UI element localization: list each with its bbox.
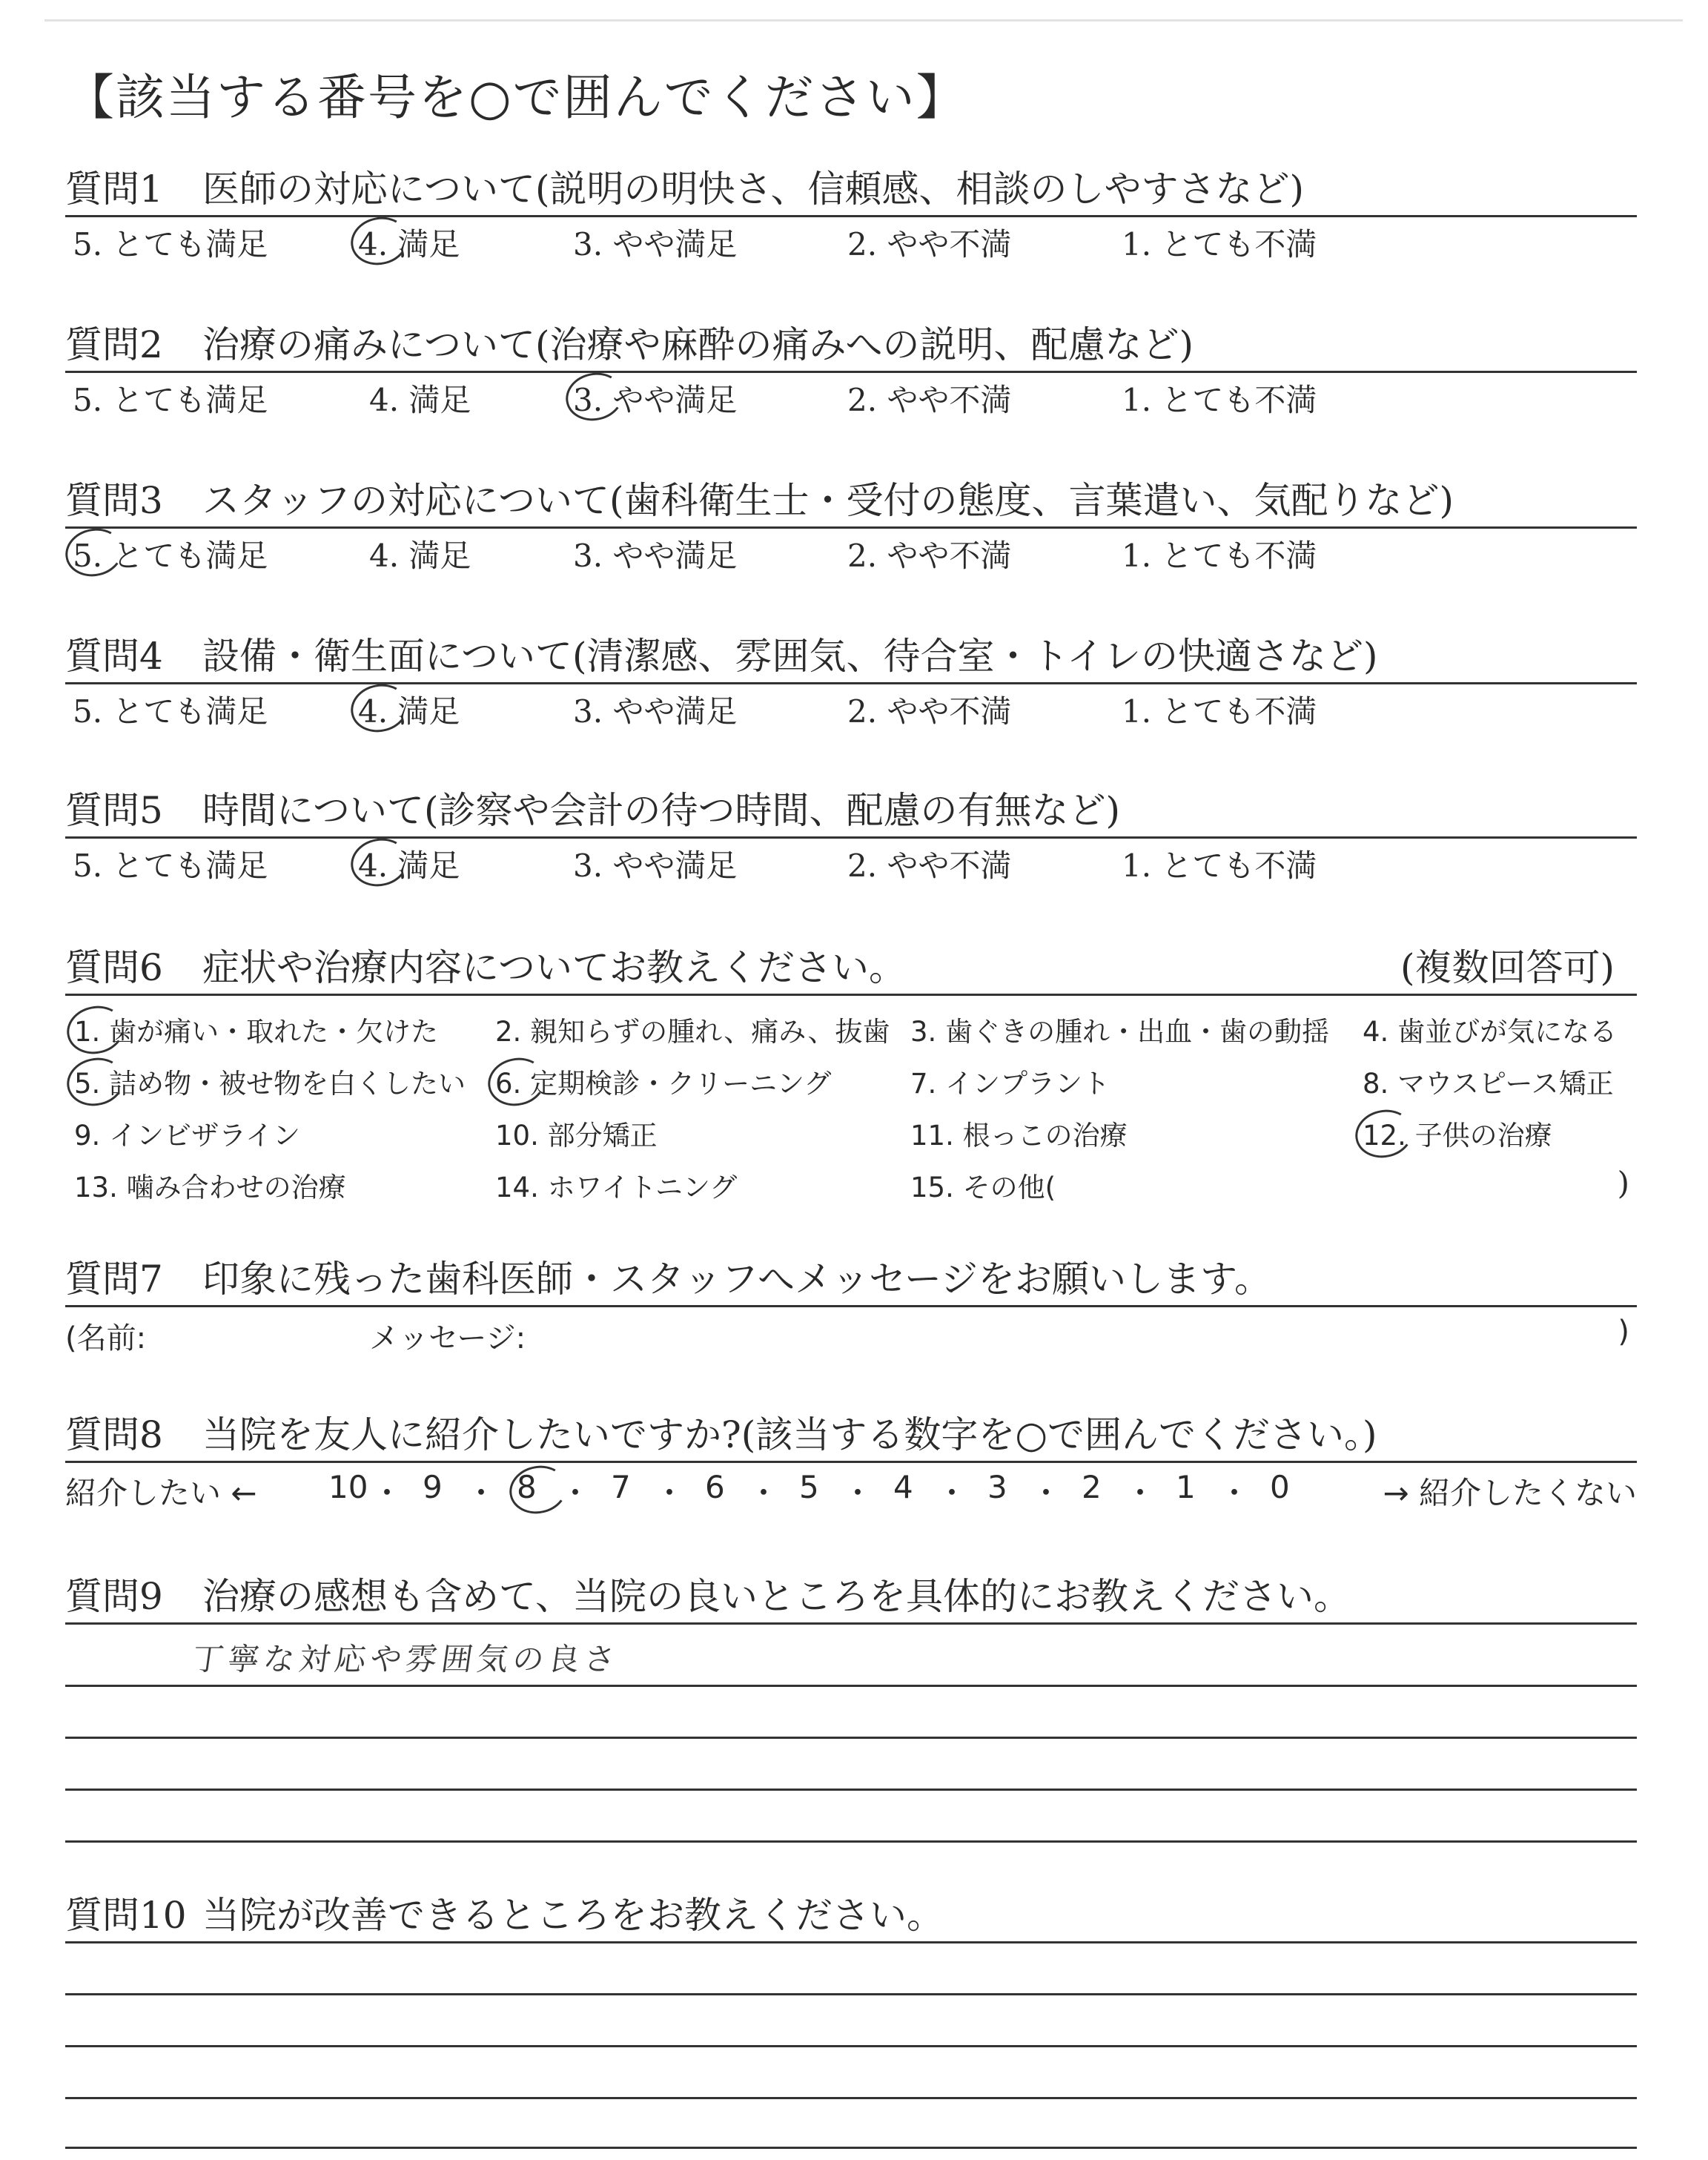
answer-line: [65, 2045, 1637, 2047]
scale-value-0[interactable]: 0: [1270, 1469, 1290, 1505]
question-text: 当院を友人に紹介したいですか?(該当する数字を○で囲んでください。): [202, 1413, 1377, 1456]
option-3[interactable]: 3. やや満足: [573, 226, 738, 262]
symptom-8[interactable]: 8. マウスピース矯正: [1363, 1068, 1614, 1100]
message-row: [65, 1307, 1637, 1355]
question-text: 治療の感想も含めて、当院の良いところを具体的にお教えください。: [202, 1575, 1351, 1618]
symptom-11[interactable]: 11. 根っこの治療: [910, 1120, 1128, 1152]
scale-value-3[interactable]: 3: [987, 1469, 1007, 1505]
symptom-15[interactable]: 15. その他(: [910, 1172, 1056, 1203]
option-4-selected[interactable]: 4. 満足: [358, 842, 460, 886]
scale-separator: ・: [371, 1475, 403, 1511]
question-text: 時間について(診察や会計の待つ時間、配慮の有無など): [202, 789, 1121, 832]
scale-value-7[interactable]: 7: [611, 1469, 631, 1505]
option-5-selected[interactable]: 5. とても満足: [73, 532, 268, 576]
rating-options: [65, 684, 1637, 732]
question-text: 治療の痛みについて(治療や麻酔の痛みへの説明、配慮など): [202, 323, 1194, 366]
option-4-selected[interactable]: 4. 満足: [358, 220, 460, 265]
option-2[interactable]: 2. やや不満: [847, 848, 1012, 884]
scale-value-1[interactable]: 1: [1176, 1469, 1196, 1505]
answer-line: [65, 1840, 1637, 1843]
rating-options: [65, 529, 1637, 576]
question-3: [65, 476, 1637, 576]
symptom-5-selected[interactable]: 5. 詰め物・被せ物を白くしたい: [74, 1061, 466, 1101]
option-5[interactable]: 5. とても満足: [73, 848, 268, 884]
scale-right-label: → 紹介したくない: [1383, 1475, 1637, 1511]
question-text: 医師の対応について(説明の明快さ、信頼感、相談のしやすさなど): [202, 168, 1305, 211]
option-5[interactable]: 5. とても満足: [73, 693, 268, 730]
rating-options: [65, 839, 1637, 886]
scale-separator: ・: [654, 1475, 686, 1511]
scale-value-4[interactable]: 4: [893, 1469, 913, 1505]
symptom-7[interactable]: 7. インプラント: [910, 1068, 1110, 1100]
message-label: メッセージ:: [369, 1321, 526, 1355]
question-5: [65, 786, 1637, 886]
question-number: 質問10: [65, 1894, 187, 1937]
question-number: 質問8: [65, 1413, 163, 1456]
option-3[interactable]: 3. やや満足: [573, 538, 738, 574]
symptom-2[interactable]: 2. 親知らずの腫れ、痛み、抜歯: [495, 1016, 890, 1048]
question-number: 質問9: [65, 1575, 163, 1618]
question-text: 当院が改善できるところをお教えください。: [202, 1894, 944, 1937]
option-1[interactable]: 1. とても不満: [1122, 382, 1317, 418]
answer-line: [65, 2097, 1637, 2099]
scale-separator: ・: [466, 1475, 497, 1511]
question-7: [65, 1255, 1637, 1355]
option-2[interactable]: 2. やや不満: [847, 382, 1012, 418]
question-number: 質問6: [65, 946, 163, 989]
symptom-4[interactable]: 4. 歯並びが気になる: [1363, 1016, 1618, 1048]
symptom-12-selected[interactable]: 12. 子供の治療: [1363, 1113, 1552, 1153]
scale-separator: ・: [842, 1475, 874, 1511]
option-4[interactable]: 4. 満足: [369, 538, 471, 574]
multiple-answer-note: (複数回答可): [1400, 946, 1615, 989]
scale-value-8-selected[interactable]: 8: [517, 1469, 537, 1505]
scale-separator: ・: [1030, 1475, 1062, 1511]
question-number: 質問1: [65, 168, 163, 211]
question-text: 印象に残った歯科医師・スタッフへメッセージをお願いします。: [202, 1258, 1271, 1301]
option-5[interactable]: 5. とても満足: [73, 226, 268, 262]
question-number: 質問2: [65, 323, 163, 366]
page-title: 【該当する番号を○で囲んでください】: [65, 69, 967, 126]
scale-separator: ・: [748, 1475, 780, 1511]
question-number: 質問4: [65, 635, 163, 678]
question-10: [65, 1891, 1637, 1943]
divider: [65, 1622, 1637, 1625]
answer-line: [65, 2147, 1637, 2149]
question-text: スタッフの対応について(歯科衛生士・受付の態度、言葉遣い、気配りなど): [202, 479, 1454, 522]
scale-separator: ・: [1219, 1475, 1251, 1511]
rating-options: [65, 217, 1637, 265]
question-text: 設備・衛生面について(清潔感、雰囲気、待合室・トイレの快適さなど): [202, 635, 1378, 678]
scale-left-label: 紹介したい ←: [65, 1475, 257, 1511]
recommend-scale: [65, 1463, 1637, 1515]
option-1[interactable]: 1. とても不満: [1122, 538, 1317, 574]
answer-line: [65, 1685, 1637, 1687]
scale-value-9[interactable]: 9: [423, 1469, 443, 1505]
question-text: 症状や治療内容についてお教えください。: [202, 946, 906, 989]
answer-line: [65, 1789, 1637, 1791]
option-1[interactable]: 1. とても不満: [1122, 848, 1317, 884]
answer-line: [65, 1737, 1637, 1739]
option-3-selected[interactable]: 3. やや満足: [573, 376, 737, 420]
answer-line: [65, 1993, 1637, 1995]
question-1: [65, 165, 1637, 265]
question-2: [65, 320, 1637, 420]
message-close-paren: ): [1618, 1315, 1629, 1349]
option-3[interactable]: 3. やや満足: [573, 693, 738, 730]
scale-separator: ・: [936, 1475, 968, 1511]
symptom-6-selected[interactable]: 6. 定期検診・クリーニング: [495, 1061, 831, 1101]
symptom-3[interactable]: 3. 歯ぐきの腫れ・出血・歯の動揺: [910, 1016, 1330, 1048]
option-5[interactable]: 5. とても満足: [73, 382, 268, 418]
scale-value-2[interactable]: 2: [1082, 1469, 1102, 1505]
rating-options: [65, 373, 1637, 420]
symptom-1-selected[interactable]: 1. 歯が痛い・取れた・欠けた: [74, 1009, 438, 1049]
question-number: 質問5: [65, 789, 163, 832]
question-6: [65, 943, 1637, 1218]
question-9: [65, 1572, 1637, 1625]
scale-value-6[interactable]: 6: [705, 1469, 725, 1505]
option-4-selected[interactable]: 4. 満足: [358, 687, 460, 732]
option-4[interactable]: 4. 満足: [369, 382, 471, 418]
symptom-9[interactable]: 9. インビザライン: [74, 1120, 300, 1152]
name-label: (名前:: [65, 1321, 147, 1355]
scale-separator: ・: [560, 1475, 592, 1511]
divider: [65, 1941, 1637, 1943]
question-number: 質問3: [65, 479, 163, 522]
symptom-14[interactable]: 14. ホワイトニング: [495, 1172, 738, 1203]
symptom-options: [65, 996, 1637, 1218]
scale-value-5[interactable]: 5: [799, 1469, 819, 1505]
option-1[interactable]: 1. とても不満: [1122, 693, 1317, 730]
top-edge: [44, 19, 1683, 22]
option-2[interactable]: 2. やや不満: [847, 693, 1012, 730]
option-2[interactable]: 2. やや不満: [847, 226, 1012, 262]
symptom-13[interactable]: 13. 噛み合わせの治療: [74, 1172, 346, 1203]
symptom-10[interactable]: 10. 部分矯正: [495, 1120, 658, 1152]
question-4: [65, 632, 1637, 732]
question-number: 質問7: [65, 1258, 163, 1301]
option-3[interactable]: 3. やや満足: [573, 848, 738, 884]
option-1[interactable]: 1. とても不満: [1122, 226, 1317, 262]
scale-separator: ・: [1125, 1475, 1156, 1511]
question-8: [65, 1410, 1637, 1515]
other-close-paren: ): [1617, 1165, 1629, 1201]
option-2[interactable]: 2. やや不満: [847, 538, 1012, 574]
scale-value-10[interactable]: 10: [328, 1469, 368, 1505]
handwritten-answer[interactable]: 丁寧な対応や雰囲気の良さ: [190, 1641, 623, 1677]
